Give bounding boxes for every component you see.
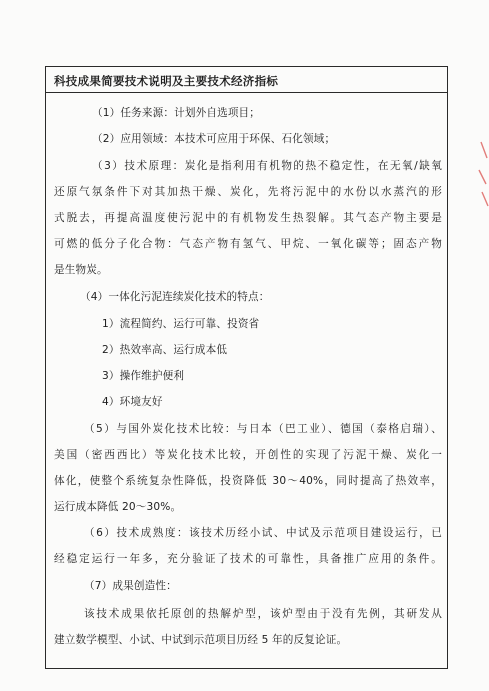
red-stamp-edge-icon [473,140,489,210]
item-2-application-field: （2）应用领域：本技术可应用于环保、石化领域； [92,133,336,145]
item-3-principle-line-3: 式脱去，再提高温度使污泥中的有机物发生热裂解。其气态产物主要是 [54,212,442,224]
summary-table [45,66,448,669]
item-3-principle-line-1: （3）技术原理：炭化是指利用有机物的热不稳定性，在无氧/缺氧 [92,160,442,172]
item-6-maturity-line-1: （6）技术成熟度：该技术历经小试、中试及示范项目建设运行，已 [84,527,442,539]
item-3-principle-line-5: 是生物炭。 [54,264,108,276]
feature-1: 1）流程简约、运行可靠、投资省 [102,318,260,330]
feature-4: 4）环境友好 [102,396,163,408]
table-header-row [46,67,447,93]
item-4-features-heading: （4）一体化污泥连续炭化技术的特点： [80,291,270,303]
item-5-comparison-line-4: 运行成本降低 20～30%。 [54,501,182,513]
item-1-task-source: （1）任务来源：计划外自选项目； [92,107,261,119]
feature-2: 2）热效率高、运行成本低 [102,344,228,356]
item-7-creativity-line-2: 建立数学模型、小试、中试到示范项目历经 5 年的反复论证。 [54,634,348,646]
item-3-principle-line-2: 还原气氛条件下对其加热干燥、炭化，先将污泥中的水份以水蒸汽的形 [54,186,442,198]
item-7-creativity-heading: （7）成果创造性： [84,580,177,592]
table-title: 科技成果简要技术说明及主要技术经济指标 [54,74,279,88]
item-3-principle-line-4: 可燃的低分子化合物：气态产物有氢气、甲烷、一氧化碳等；固态产物 [54,238,442,250]
item-5-comparison-line-3: 体化，使整个系统复杂性降低，投资降低 30～40%，同时提高了热效率， [54,475,442,487]
item-5-comparison-line-2: 美国（密西西比）等炭化技术比较，开创性的实现了污泥干燥、炭化一 [54,449,442,461]
item-6-maturity-line-2: 经稳定运行一年多，充分验证了技术的可靠性，具备推广应用的条件。 [54,553,442,565]
feature-3: 3）操作维护便利 [102,370,185,382]
item-7-creativity-line-1: 该技术成果依托原创的热解炉型，该炉型由于没有先例，其研发从 [84,608,442,620]
item-5-comparison-line-1: （5）与国外炭化技术比较：与日本（巴工业）、德国（泰格启瑞）、 [84,423,442,435]
